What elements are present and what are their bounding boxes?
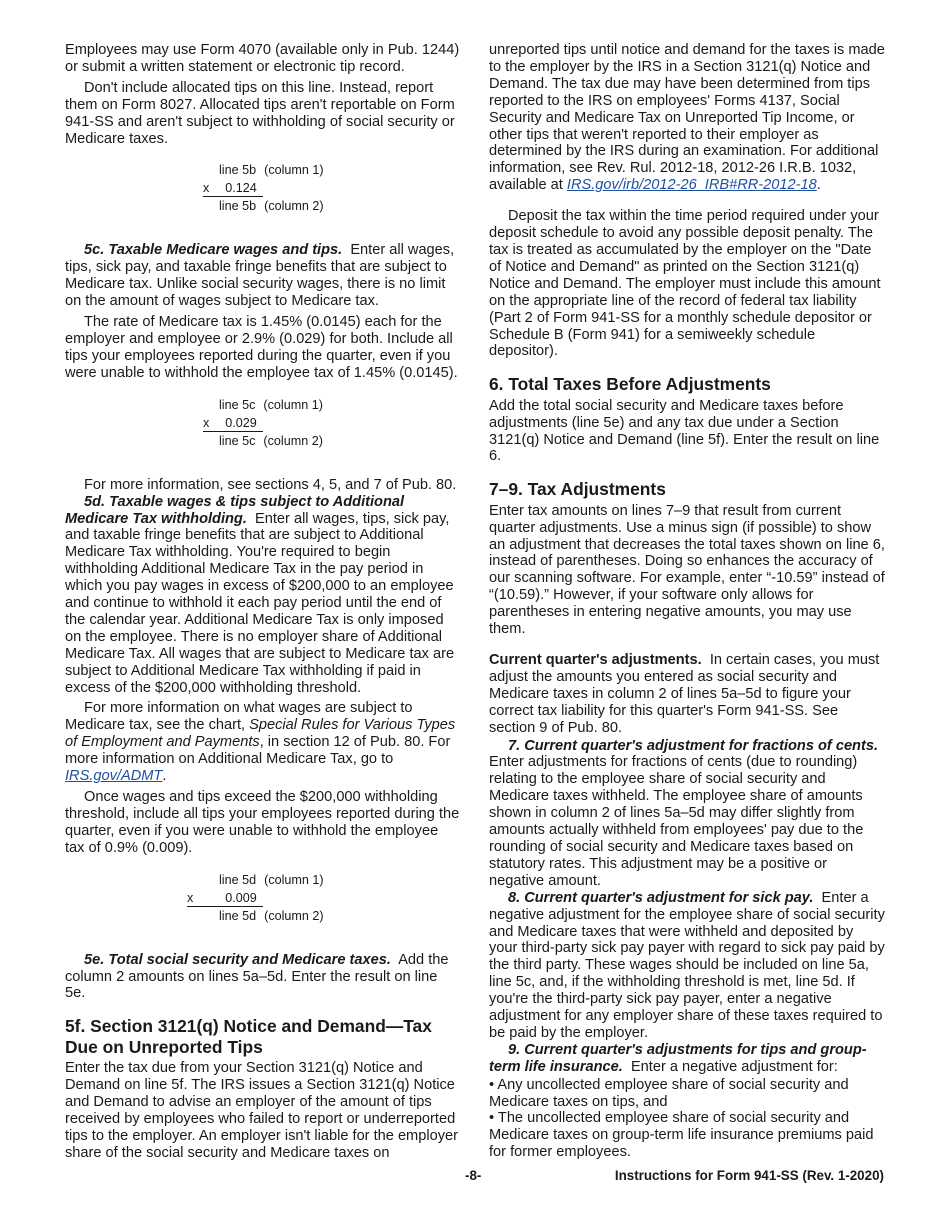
heading-5d: 5d. Taxable wages & tips subject to Additional Medicare Tax withholding. [65, 493, 405, 527]
calc-5c-col2: (column 2) [263, 433, 323, 448]
calculation-5b [65, 161, 461, 214]
calc-5d-operator: x [187, 890, 194, 905]
calc-5d-line2: line 5d [219, 908, 257, 923]
paragraph-threshold: Once wages and tips exceed the $200,000 withholding threshold, include all tips your employees reported during the quarter, even if you were unable to withhold the employee tax of 0.9% (0.009). [65, 789, 460, 856]
calc-5d-col2: (column 2) [264, 908, 324, 923]
paragraph-5f: Enter the tax due from your Section 3121(q) Notice and Demand on line 5f. The IRS issues a Section 3121(q) Notice and Demand to advise an employer of the amount of tips received by employees who failed to report or underreported tips to the employer. An employer isn't liable for the employer share of the social security and Medicare taxes on [65, 1060, 458, 1161]
right-column [489, 42, 885, 1161]
text-5d-more-c: . [162, 768, 167, 785]
paragraph-6: Add the total social security and Medicare taxes before adjustments (line 5e) and any tax due under a Section 3121(q) Notice and Demand (line 5f). Enter the result on line 6. [489, 397, 880, 465]
text-current-quarter: In certain cases, you must adjust the amounts you entered as social security and Medicare taxes in column 2 of lines 5a–5d to figure your correct tax liability for this quarter's Form 941-SS. See section 9 of Pub. 80. [489, 652, 880, 736]
bullet-text-tips: Any uncollected employee share of social security and Medicare taxes on tips, and [489, 1076, 849, 1110]
text-5c: Enter all wages, tips, sick pay, and taxable fringe benefits that are subject to Medicare tax. Unlike social security wages, there is no limit on the amount of wages subject to Medicare tax. [65, 242, 455, 310]
calc-5b-col2: (column 2) [264, 199, 324, 214]
bullet-icon: • [489, 1076, 495, 1093]
text-5d: Enter all wages, tips, sick pay, and taxable fringe benefits that are subject to Additional Medicare Tax withholding. You're required to begin withholding Additional Medicare Tax in the pay period in which you pay wages in excess of $200,000 to an employee and continue to withhold it each pay period until the end of the calendar year. Additional Medicare Tax is only imposed on the employee. There is no employer share of Additional Medicare Tax. All wages that are subject to Medicare tax are subject to Additional Medicare Tax withholding if paid in excess of the $200,000 withholding threshold. [65, 510, 455, 696]
paragraph-medicare-rate: The rate of Medicare tax is 1.45% (0.0145) each for the employer and employee or 2.9% (0.029) for both. Include all tips your employees reported during the quarter, even if you were unable to withhold the employee tax of 1.45% (0.0145). [65, 314, 458, 381]
calc-5b-rate: 0.124 [225, 181, 257, 196]
irs-admt-link[interactable]: IRS.gov/ADMT [65, 768, 163, 785]
heading-5f: 5f. Section 3121(q) Notice and Demand—Tax Due on Unreported Tips [65, 1016, 432, 1057]
page-number: -8- [465, 1168, 482, 1183]
calc-5c-rate: 0.029 [225, 415, 257, 430]
paragraph-7-9: Enter tax amounts on lines 7–9 that result from current quarter adjustments. Use a minus sign (if possible) to show an adjustment that decreases the total taxes shown on line 6, instead of parentheses. Doing so enhances the accuracy of our scanning software. For example, enter “-10.59” instead of “(10.59).” However, if your software only allows for parentheses in entering negative amounts, you may use them. [489, 502, 885, 638]
section-8 [489, 890, 885, 1042]
text-unreported-a: unreported tips until notice and demand for the taxes is made to the employer by the IRS in a Section 3121(q) Notice and Demand. The tax due may have been determined from tips reported to the IRS on employees' Forms 4137, Social Security and Medicare Tax on Unreported Tip Income, or other tips that weren't reported to their employer as determined by the IRS during an examination. For additional information, see Rev. Rul. 2012-18, 2012-26 I.R.B. 1032, available at [489, 42, 885, 194]
calc-5d-rate: 0.009 [225, 890, 257, 905]
calc-5b-col1: (column 1) [264, 163, 324, 178]
bullet-text-group-term: The uncollected employee share of social security and Medicare taxes on group-term life insurance premiums paid for former employees. [489, 1110, 874, 1161]
bullet-item-tips [489, 1077, 885, 1111]
document-title: Instructions for Form 941-SS (Rev. 1-2020) [614, 1168, 884, 1183]
section-5d [65, 494, 461, 697]
text-5d-more-a: For more information on what wages are subject to Medicare tax, see the chart, [65, 700, 413, 734]
calc-5b-line1: line 5b [219, 163, 257, 178]
chart-reference: Special Rules for Various Types of Employment and Payments [65, 717, 456, 751]
text-5e: Add the column 2 amounts on lines 5a–5d. Enter the result on line 5e. [65, 951, 449, 1002]
section-5c [65, 242, 461, 310]
paragraph-unreported-tips [489, 42, 885, 194]
section-9 [489, 1042, 885, 1076]
paragraph-additional-medicare-info [65, 700, 461, 785]
section-current-quarter [489, 652, 885, 737]
text-8: Enter a negative adjustment for the employee share of social security and Medicare taxes that were withheld and deposited by your third-party sick pay payer with regard to sick pay paid by the third party. These wages should be included on line 5a, line 5c, and, if the withholding threshold is met, line 5d. If you're the third-party sick pay payer, enter a negative adjustment for any employer share of these taxes required to be paid by the employer. [489, 889, 885, 1041]
irs-irb-link[interactable]: IRS.gov/irb/2012-26_IRB#RR-2012-18 [566, 177, 817, 194]
text-5d-more-b: , in section 12 of Pub. 80. For more information on Additional Medicare Tax, go to [65, 734, 451, 768]
left-column [65, 42, 461, 1162]
heading-6: 6. Total Taxes Before Adjustments [489, 374, 771, 395]
text-unreported-b: . [816, 177, 821, 194]
paragraph-pub-80-sections: For more information, see sections 4, 5, and 7 of Pub. 80. [84, 476, 457, 493]
paragraph-form-4070: Employees may use Form 4070 (available only in Pub. 1244) or submit a written statement or electronic tip record. [65, 42, 460, 75]
calc-5c-line1: line 5c [219, 397, 256, 412]
calc-5c-col1: (column 1) [263, 397, 323, 412]
calc-5b-line2: line 5b [219, 199, 257, 214]
calc-5d-col1: (column 1) [264, 872, 324, 887]
calc-5d-line1: line 5d [219, 872, 257, 887]
text-7: Enter adjustments for fractions of cents (due to rounding) relating to the employee share of social security and Medicare taxes withheld. The employee share of amounts shown in column 2 of lines 5a–5d may differ slightly from amounts actually withheld from employees' pay due to the rounding of social security and Medicare taxes based on statutory rates. This adjustment may be a positive or negative amount. [489, 754, 864, 889]
calc-5b-operator: x [203, 181, 210, 196]
heading-5c: 5c. Taxable Medicare wages and tips. [84, 242, 343, 259]
heading-7-9: 7–9. Tax Adjustments [489, 479, 666, 500]
section-7 [489, 738, 885, 890]
heading-5e: 5e. Total social security and Medicare taxes. [84, 951, 391, 968]
bullet-item-group-term [489, 1110, 885, 1161]
calc-5c-line2: line 5c [219, 433, 256, 448]
calculation-5d [65, 871, 461, 923]
heading-7: 7. Current quarter's adjustment for fractions of cents. [508, 737, 879, 754]
page-footer [0, 1168, 950, 1188]
paragraph-deposit: Deposit the tax within the time period required under your deposit schedule to avoid any possible deposit penalty. The tax is treated as accumulated by the employer on the "Date of Notice and Demand" as printed on the Section 3121(q) Notice and Demand. The employer must include this amount on the appropriate line of the record of federal tax liability (Part 2 of Form 941-SS for a monthly schedule depositor or Schedule B (Form 941) for a semiweekly schedule depositor). [489, 208, 881, 360]
paragraph-allocated-tips: Don't include allocated tips on this line. Instead, report them on Form 8027. Allocated tips aren't reportable on Form 941-SS and aren't subject to withholding of social security or Medicare taxes. [65, 79, 455, 147]
calculation-5c [65, 396, 461, 448]
heading-current-quarter: Current quarter's adjustments. [489, 652, 702, 668]
heading-8: 8. Current quarter's adjustment for sick pay. [508, 889, 814, 906]
heading-9: 9. Current quarter's adjustments for tips and group-term life insurance. [489, 1041, 867, 1075]
calc-5c-operator: x [203, 415, 210, 430]
bullet-icon: • [489, 1110, 495, 1127]
section-5e [65, 952, 461, 1003]
text-9: Enter a negative adjustment for: [630, 1058, 838, 1075]
